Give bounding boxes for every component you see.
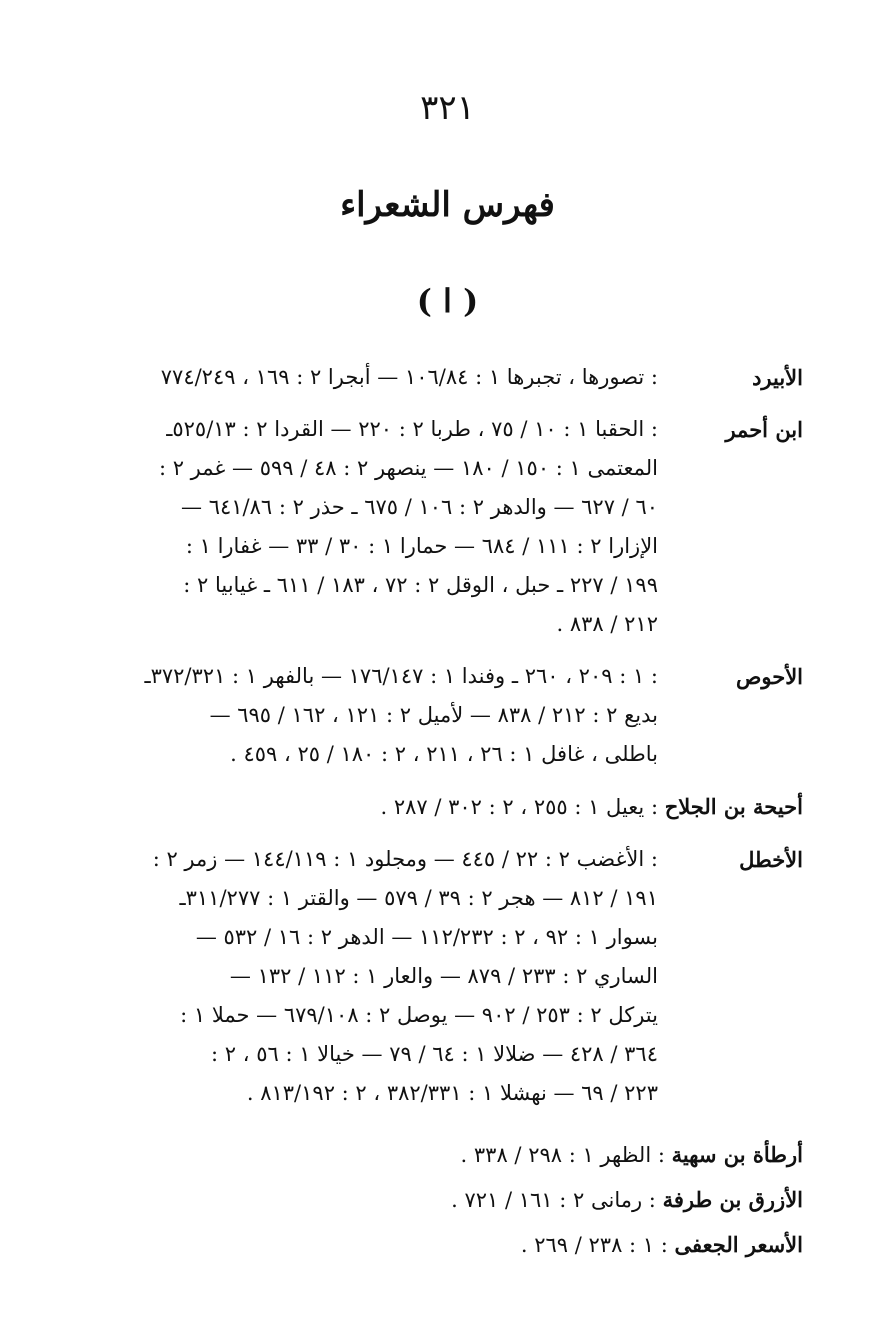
poet-entry — [130, 657, 803, 774]
poet-name: الأخطل — [739, 847, 803, 872]
poet-entry — [130, 840, 803, 1113]
citation-line: باطلى ، غافل ١ : ٢٦ ، ٢١١ ، ٢ : ١٨٠ / ٢٥ ، ٤٥٩ . — [230, 742, 658, 766]
poet-entry — [130, 787, 803, 827]
citation-line: ٦٠ / ٦٢٧ — والدهر ٢ : ١٠٦ / ٦٧٥ ـ حذر ٢ : ٦٤١/٨٦ — — [181, 495, 658, 519]
poet-entry — [130, 358, 803, 397]
poet-entry — [130, 410, 803, 644]
citation-line: بسوار ١ : ٩٢ ، ٢ : ١١٢/٢٣٢ — الدهر ٢ : ١٦ / ٥٣٢ — — [195, 925, 658, 949]
citation-line: : الحقبا ١ : ١٠ / ٧٥ ، طربا ٢ : ٢٢٠ — القردا ٢ : ٥٢٥/١٣ـ — [166, 417, 658, 441]
poet-name: الأحوص — [735, 664, 803, 689]
poet-name: الأبيرد — [752, 365, 803, 390]
poet-name: ابن أحمر — [725, 417, 803, 442]
poet-name: أرطأة بن سهية — [671, 1142, 803, 1167]
poet-citations — [130, 657, 658, 774]
citation-line: ١٩٩ / ٢٢٧ ـ حبل ، الوقل ٢ : ٧٢ ، ١٨٣ / ٦١١ ـ غيابيا ٢ : — [183, 573, 658, 597]
citation-line: : ١ : ٢٠٩ ، ٢٦٠ ـ وفندا ١ : ١٧٦/١٤٧ — بالفهر ١ : ٣٧٢/٣٢١ـ — [144, 664, 658, 688]
citation-line: بديع ٢ : ٢١٢ / ٨٣٨ — لأميل ٢ : ١٢١ ، ١٦٢ / ٦٩٥ — — [209, 703, 658, 727]
poet-name: الأزرق بن طرفة — [662, 1187, 803, 1212]
poet-entries — [0, 358, 895, 1113]
citation-line: المعتمى ١ : ١٥٠ / ١٨٠ — ينصهر ٢ : ٤٨ / ٥٩٩ — غمر ٢ : — [158, 456, 658, 480]
citation-line: : ١ : ٢٣٨ / ٢٦٩ . — [520, 1233, 675, 1257]
citation-line: ٣٦٤ / ٤٢٨ — ضلالا ١ : ٦٤ / ٧٩ — خيالا ١ : ٥٦ ، ٢ : — [211, 1042, 658, 1066]
citation-line: الإزارا ٢ : ١١١ / ٦٨٤ — حمارا ١ : ٣٠ / ٣٣ — غفارا ١ : — [185, 534, 658, 558]
poet-name: الأسعر الجعفى — [674, 1232, 803, 1257]
page-title: فهرس الشعراء — [340, 185, 555, 225]
poet-citations — [380, 795, 664, 819]
section-heading: ( ا ) — [416, 282, 479, 320]
poet-entry — [280, 1225, 803, 1265]
poet-citations — [130, 410, 658, 644]
citation-line: ١٩١ / ٨١٢ — هجر ٢ : ٣٩ / ٥٧٩ — والقتر ١ : ٣١١/٢٧٧ـ — [179, 886, 658, 910]
citation-line: ٢٢٣ / ٦٩ — نهشلا ١ : ٣٨٢/٣٣١ ، ٢ : ٨١٣/١٩٢ . — [246, 1081, 658, 1105]
citation-line: ٢١٢ / ٨٣٨ . — [556, 612, 658, 636]
poet-citations — [130, 358, 658, 397]
page-number: ٣٢١ — [420, 88, 475, 128]
citation-line: : رمانى ٢ : ١٦١ / ٧٢١ . — [451, 1188, 663, 1212]
poet-citations — [130, 840, 658, 1113]
citation-line: : الأغضب ٢ : ٢٢ / ٤٤٥ — ومجلود ١ : ١٤٤/١١٩ — زمر ٢ : — [152, 847, 658, 871]
citation-line: الساري ٢ : ٢٣٣ / ٨٧٩ — والعار ١ : ١١٢ / ١٣٢ — — [229, 964, 658, 988]
poet-entry — [280, 1135, 803, 1175]
index-entries — [0, 358, 895, 1270]
poet-name: أحيحة بن الجلاح — [664, 794, 803, 819]
poet-entry — [280, 1180, 803, 1220]
citation-line: : تصورها ، تجبرها ١ : ١٠٦/٨٤ — أبجرا ٢ : ١٦٩ ، ٧٧٤/٢٤٩ — [160, 365, 658, 389]
citation-line: يتركل ٢ : ٢٥٣ / ٩٠٢ — يوصل ٢ : ٦٧٩/١٠٨ — حملا ١ : — [180, 1003, 658, 1027]
citation-line: : يعيل ١ : ٢٥٥ ، ٢ : ٣٠٢ / ٢٨٧ . — [380, 795, 665, 819]
citation-line: : الظهر ١ : ٢٩٨ / ٣٣٨ . — [460, 1143, 672, 1167]
short-poet-entries — [0, 1135, 895, 1265]
